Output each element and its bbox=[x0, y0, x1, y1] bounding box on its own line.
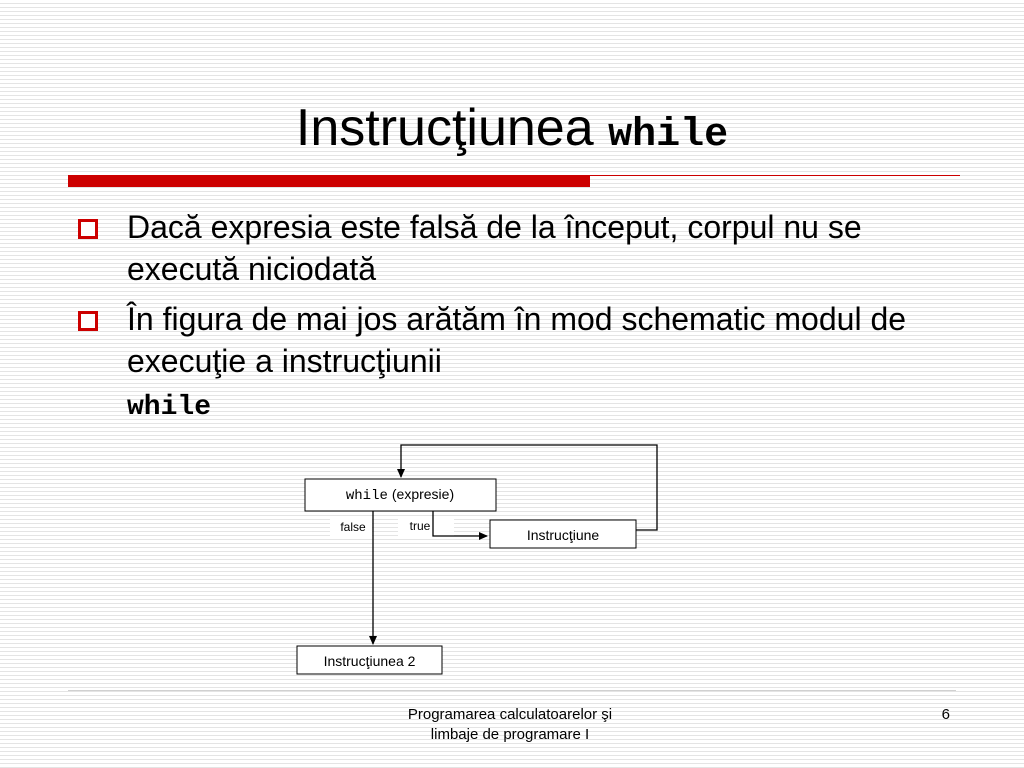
true-label: true bbox=[409, 519, 431, 533]
bullet-code-keyword: while bbox=[127, 392, 212, 423]
footer-line-1: Programarea calculatoarelor şi bbox=[407, 706, 613, 723]
bullet-text: Dacă expresia este falsă de la început, corpul nu se execută niciodată bbox=[127, 209, 862, 287]
statement-label: Instrucţiune bbox=[526, 527, 600, 543]
condition-expression: (expresie) bbox=[391, 486, 455, 502]
footer-text bbox=[340, 705, 680, 745]
title-text: Instrucţiunea bbox=[295, 99, 609, 157]
condition-text bbox=[346, 486, 454, 504]
next-statement-label: Instrucţiunea 2 bbox=[323, 653, 416, 669]
bullet-text: În figura de mai jos arătăm în mod schematic modul de execuţie a instrucţiunii bbox=[127, 301, 907, 379]
footer-divider bbox=[68, 690, 956, 691]
condition-keyword: while bbox=[345, 488, 388, 504]
title-code-keyword: while bbox=[608, 113, 729, 158]
footer-line-2: limbaje de programare I bbox=[430, 726, 590, 743]
page-number: 6 bbox=[941, 706, 950, 723]
false-label: false bbox=[340, 520, 366, 534]
